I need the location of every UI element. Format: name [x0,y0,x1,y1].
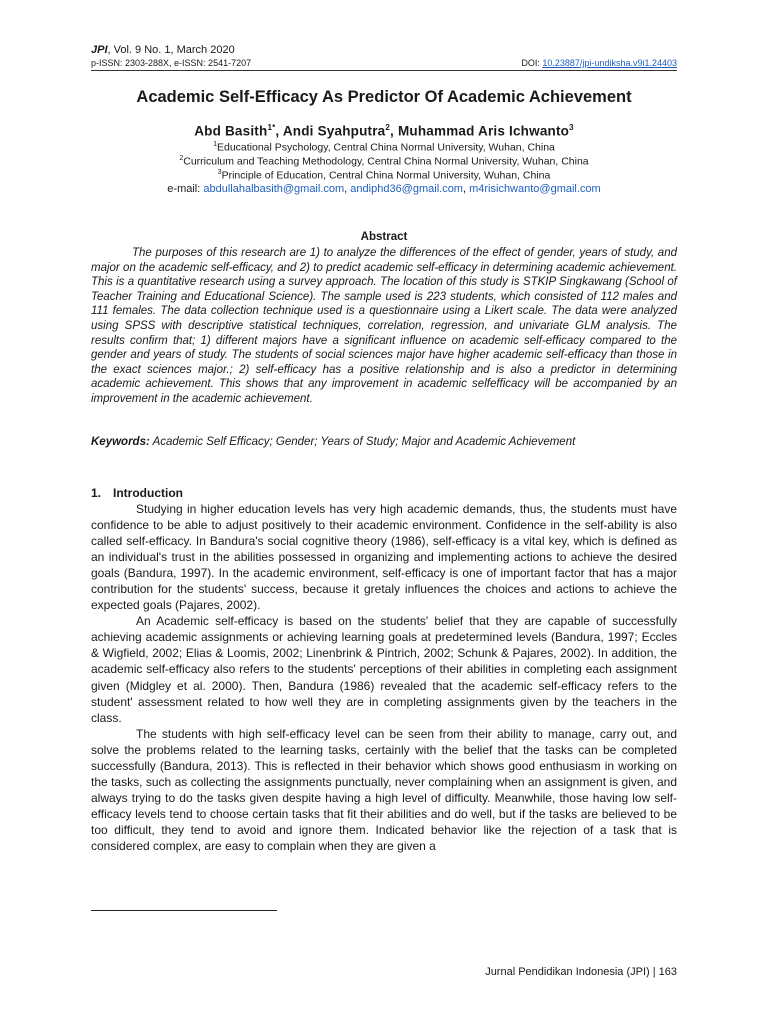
paragraph: Studying in higher education levels has very high academic demands, thus, the students must have confidence to be able to adjust positively to their academic environment. Confidence in the self-ability is also called self-efficacy. In Bandura's social cognitive theory (1986), self-efficacy is a vital key, which is defined as an individual's trust in the abilities possessed in organizing and implementing actions to achieve the desired goals (Bandura, 1997). In the academic environment, self-efficacy is one of important factor that has a major contribution for the students' success, because it gretaly influences the choices and actions to achieve the expected goals (Pajares, 2002). [91,502,677,613]
affiliation [91,155,677,168]
author-mark: 1* [267,123,276,132]
author-name: Andi Syahputra [282,123,386,139]
email-link[interactable]: abdullahalbasith@gmail.com [203,183,345,195]
section-number: 1. [91,486,102,500]
email-label: e-mail: [167,183,204,195]
keywords [91,436,677,448]
section-title: Introduction [113,486,183,500]
page-footer: Jurnal Pendidikan Indonesia (JPI) | 163 [485,966,677,978]
footnote-separator [91,910,277,911]
section-heading [91,486,183,500]
paragraph: An Academic self-efficacy is based on the students' belief that they are capable of successfully achieving academic assignments or achieving learning goals at predetermined levels (Bandura, 1997; Eccles & Wigfield, 2002; Elias & Loomis, 2002; Linenbrink & Pintrich, 2002; Schunk & Pajares, 2002). In addition, the academic self-efficacy also refers to the students' perceptions of their abilities in completing each assignment given (Midgley et al. 2000). Then, Bandura (1986) revealed that the academic self-efficacy refers to the student' assessment related to how well they are in completing assignments given by the teachers in the class. [91,614,677,725]
journal-header [91,44,235,56]
affiliation-text: Principle of Education, Central China Normal University, Wuhan, China [221,169,551,182]
doi-label: DOI: [521,58,543,68]
abstract-heading: Abstract [360,231,408,243]
doi-link[interactable]: 10.23887/jpi-undiksha.v9i1.24403 [542,58,677,68]
email-line: e-mail: abdullahalbasith@gmail.com, andiphd36@gmail.com, m4risichwanto@gmail.com [167,183,601,195]
affiliation-text: Educational Psychology, Central China Normal University, Wuhan, China [216,141,555,154]
affiliation [91,141,677,154]
issn: p-ISSN: 2303-288X, e-ISSN: 2541-7207 [91,58,252,68]
author-name: Muhammad Aris Ichwanto [397,123,570,139]
affiliation [91,169,677,182]
author-mark: 2 [385,123,391,132]
email-link[interactable]: andiphd36@gmail.com [350,183,463,195]
doi [521,58,677,68]
body-text [91,501,677,854]
affiliation-text: Curriculum and Teaching Methodology, Central China Normal University, Wuhan, China [183,155,589,168]
abstract-text: The purposes of this research are 1) to analyze the differences of the effect of gender, years of study, and major on the academic self-efficacy, and 2) to predict academic self-efficacy in determining academic achievement. This is a quantitative research using a survey approach. The location of this study is STKIP Singkawang (School of Teacher Training and Educational Science). The sample used is 223 students, which consisted of 112 males and 111 females. The data collection technique used is a questionnaire using a Likert scale. The data were analyzed using SPSS with descriptive statistical techniques, correlation, regression, and univariate GLM analysis. The results confirm that; 1) different majors have a significant influence on academic self-efficacy compared to the gender and years of study. The students of social sciences major have higher academic self-efficacy than those in the exact sciences major.; 2) self-efficacy has a positive relationship and is also a predictor in determining academic achievement. This shows that any improvement in academic selfefficacy will be accompanied by an improvement in the academic achievement. [91,247,677,405]
affiliation-mark: 1 [213,141,217,148]
keywords-text: Academic Self Efficacy; Gender; Years of Study; Major and Academic Achievement [149,436,576,448]
author-name: Abd Basith [194,123,268,139]
paper-title: Academic Self-Efficacy As Predictor Of Academic Achievement [136,88,632,106]
issn-doi-line [91,58,677,71]
journal-abbr: JPI [91,44,108,56]
author-separator: , [275,123,283,139]
author-list [91,123,677,139]
author-mark: 3 [569,123,574,132]
volume-info: , Vol. 9 No. 1, March 2020 [107,44,235,56]
author-separator: , [390,123,398,139]
email-link[interactable]: m4risichwanto@gmail.com [469,183,601,195]
affiliation-mark: 2 [179,155,184,162]
affiliation-mark: 3 [217,169,222,176]
paragraph: The students with high self-efficacy level can be seen from their ability to manage, carry out, and solve the problems related to the learning tasks, certainly with the belief that the tasks can be completed successfully (Bandura, 2013). This is reflected in their behavior which shows good enthusiasm in working on the tasks, such as collecting the assignments punctually, never complaining when an assignment is given, and always trying to do the tasks given despite having a high level of difficulty. Meanwhile, those having low self-efficacy levels tend to choose certain tasks that fit their abilities and do well, but if the tasks are believed to be too difficult, they tend to avoid and ignore them. Indicated behavior like the rejection of a task that is considered complex, are easy to complain when they are given a [91,726,677,853]
keywords-label: Keywords: [91,436,150,448]
